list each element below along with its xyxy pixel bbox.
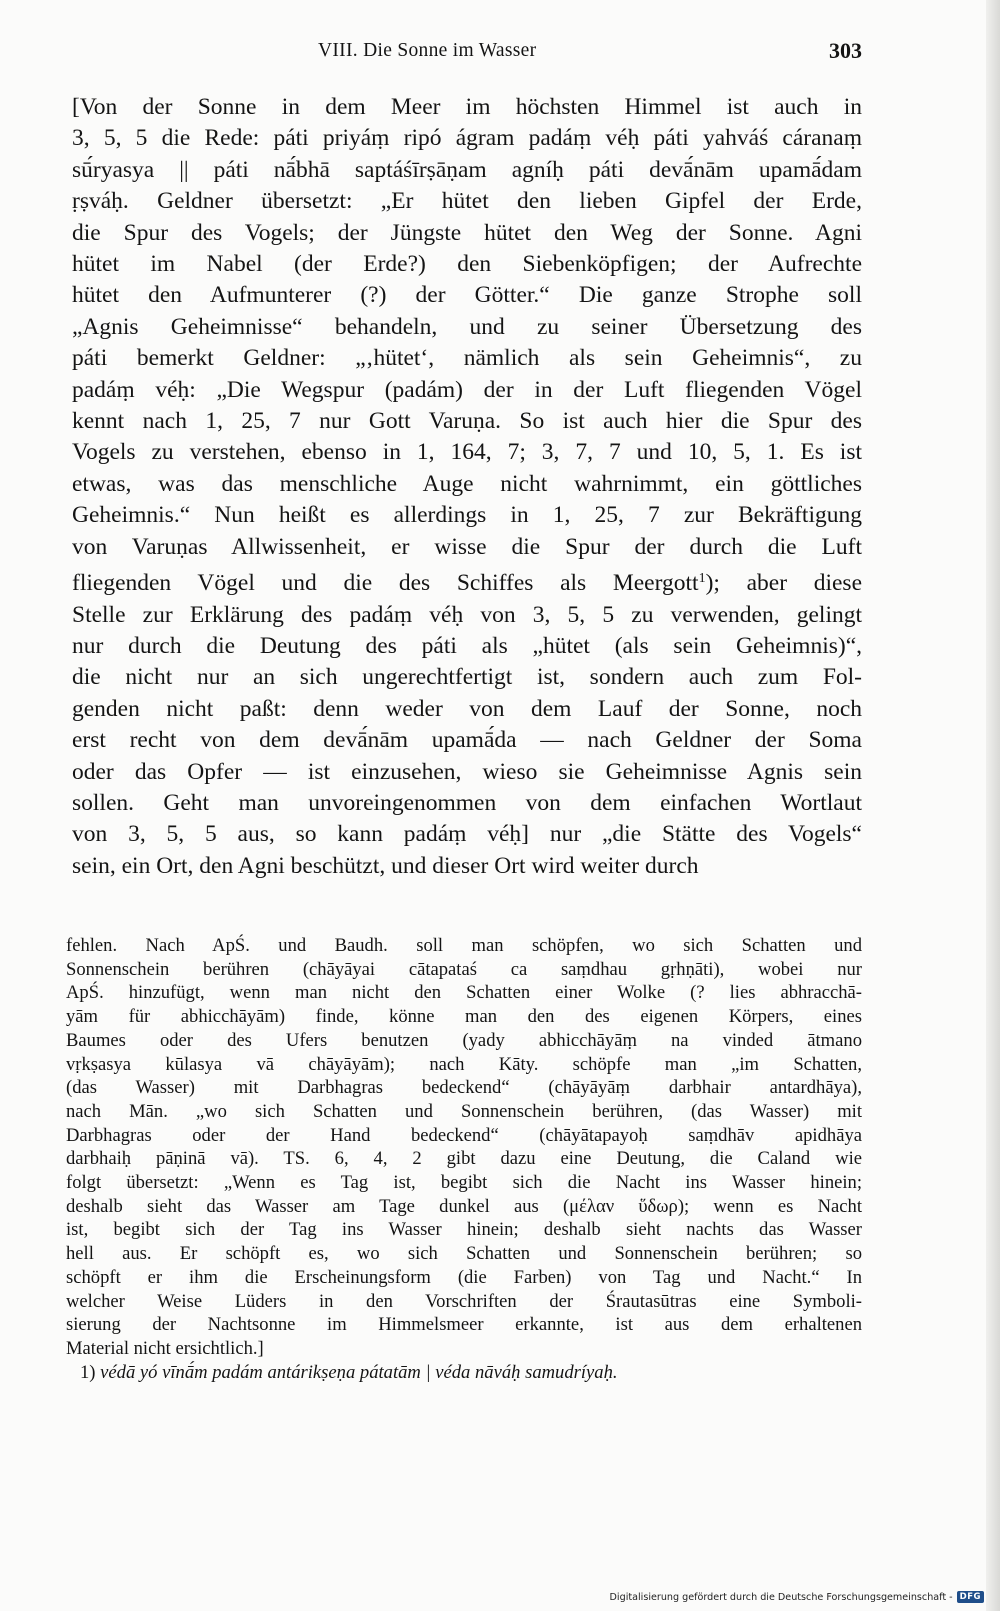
body-line: Vogels zu verstehen, ebenso in 1, 164, 7; 3, 7, 7 und 10, 5, 1. Es ist: [72, 439, 862, 466]
footnotes: [66, 934, 862, 1384]
body-line: die nicht nur an sich ungerechtfertigt ist, sondern auch zum Fol-: [72, 664, 862, 691]
body-line: Stelle zur Erklärung des padáṃ véḥ von 3, 5, 5 zu verwenden, gelingt: [72, 601, 862, 628]
body-line: [Von der Sonne in dem Meer im höchsten Himmel ist auch in: [72, 94, 862, 120]
body-line: erst recht von dem devā́nām upamā́da — nach Geldner der Soma: [72, 727, 862, 754]
footnote-reference: 1: [698, 571, 706, 587]
body-line: oder das Opfer — ist einzusehen, wieso sie Geheimnisse Agnis sein: [72, 758, 862, 785]
body-line: nur durch die Deutung des páti als „hütet (als sein Geheimnis)“,: [72, 632, 862, 659]
note-line: nach Mān. „wo sich Schatten und Sonnenschein berühren, (das Wasser) mit: [66, 1100, 862, 1122]
body-line: von 3, 5, 5 aus, so kann padáṃ véḥ] nur „die Stätte des Vogels“: [72, 821, 862, 848]
note-line: schöpft er ihm die Erscheinungsform (die Farben) von Tag und Nacht.“ In: [66, 1266, 862, 1288]
body-line: 3, 5, 5 die Rede: páti priyáṃ ripó ágram padáṃ véḥ páti yahváś cáranaṃ: [72, 125, 862, 152]
note-line: (das Wasser) mit Darbhagras bedeckend“ (chāyāyāṃ darbhair antardhāya),: [66, 1077, 862, 1099]
page-header: [0, 40, 862, 70]
note-line: ApŚ. hinzufügt, wenn man nicht den Schatten einer Wolke (? lies abhracchā-: [66, 982, 862, 1004]
body-line: ṛṣváḥ. Geldner übersetzt: „Er hütet den lieben Gipfel der Erde,: [72, 188, 862, 215]
body-line: sein, ein Ort, den Agni beschützt, und dieser Ort wird weiter durch: [72, 852, 699, 879]
footer-text: Digitalisierung gefördert durch die Deutsche Forschungsgemeinschaft -: [609, 1591, 953, 1603]
body-line: „Agnis Geheimnisse“ behandeln, und zu seiner Übersetzung des: [72, 313, 862, 340]
body-line: hütet den Aufmunterer (?) der Götter.“ Die ganze Strophe soll: [72, 282, 862, 309]
body-line: sū́ryasya || páti nā́bhā saptáśīrṣāṇam agníḥ páti devā́nām upamā́dam: [72, 156, 862, 183]
body-line: etwas, was das menschliche Auge nicht wahrnimmt, ein göttliches: [72, 470, 862, 497]
body-line-with-footnote-ref: [72, 563, 862, 599]
dfg-logo: DFG: [957, 1591, 984, 1603]
body-line: padáṃ véḥ: „Die Wegspur (padám) der in der Luft fliegenden Vögel: [72, 376, 862, 403]
body-line-tail: ); aber diese: [705, 570, 862, 597]
note-line: sierung der Nachtsonne im Himmelsmeer erkannte, ist aus dem erhaltenen: [66, 1314, 862, 1336]
note-line: welcher Weise Lüders in den Vorschriften der Śrautasūtras eine Symboli-: [66, 1290, 862, 1312]
note-line: fehlen. Nach ApŚ. und Baudh. soll man schöpfen, wo sich Schatten und: [66, 935, 862, 956]
body-line-text: fliegenden Vögel und die des Schiffes als Meergott: [72, 570, 699, 597]
note-line: Sonnenschein berühren (chāyāyai cātapataś ca saṃdhau gṛhṇāti), wobei nur: [66, 958, 862, 980]
note-line: yām für abhicchāyām) finde, könne man den des eigenen Körpers, eines: [66, 1006, 862, 1028]
note-line: folgt übersetzt: „Wenn es Tag ist, begibt sich die Nacht ins Wasser hinein;: [66, 1172, 862, 1194]
note-line: deshalb sieht das Wasser am Tage dunkel aus (μέλαν ὕδωρ); wenn es Nacht: [66, 1195, 862, 1217]
body-line: die Spur des Vogels; der Jüngste hütet den Weg der Sonne. Agni: [72, 219, 862, 246]
page-gutter-shadow: [986, 0, 1000, 1611]
note-line: ist, begibt sich der Tag ins Wasser hinein; deshalb sieht nachts das Wasser: [66, 1219, 862, 1241]
footnote-mark: 1): [80, 1361, 96, 1383]
note-line: hell aus. Er schöpft es, wo sich Schatten und Sonnenschein berühren; so: [66, 1243, 862, 1265]
body-line: hütet im Nabel (der Erde?) den Siebenköpfigen; der Aufrechte: [72, 251, 862, 278]
footnote-text: védā yó vīnā́m padám antárikṣeṇa pátatām | véda nāváḥ samudríyaḥ.: [100, 1361, 618, 1383]
footnote-1: [66, 1361, 862, 1385]
body-line: kennt nach 1, 25, 7 nur Gott Varuṇa. So ist auch hier die Spur des: [72, 408, 862, 435]
body-line: páti bemerkt Geldner: „‚hütet‘, nämlich als sein Geheimnis“, zu: [72, 345, 862, 372]
running-title: VIII. Die Sonne im Wasser: [318, 40, 537, 61]
body-line: Geheimnis.“ Nun heißt es allerdings in 1, 25, 7 zur Bekräftigung: [72, 502, 862, 529]
page-number: 303: [829, 38, 862, 63]
digitization-footer: [610, 1588, 984, 1606]
note-line: Material nicht ersichtlich.]: [66, 1337, 264, 1359]
body-line: sollen. Geht man unvoreingenommen von dem einfachen Wortlaut: [72, 789, 862, 816]
note-line: vṛkṣasya kūlasya vā chāyāyām); nach Kāty. schöpfe man „im Schatten,: [66, 1053, 862, 1075]
body-line: genden nicht paßt: denn weder von dem Lauf der Sonne, noch: [72, 695, 862, 722]
body-line: von Varuṇas Allwissenheit, er wisse die Spur der durch die Luft: [72, 533, 862, 560]
note-line: Darbhagras oder der Hand bedeckend“ (chāyātapayoḥ saṃdhāv apidhāya: [66, 1124, 862, 1146]
body-text: [72, 92, 862, 882]
note-line: darbhaiḥ pāṇinā vā). TS. 6, 4, 2 gibt dazu eine Deutung, die Caland wie: [66, 1148, 862, 1170]
note-line: Baumes oder des Ufers benutzen (yady abhicchāyāṃ na vinded ātmano: [66, 1029, 862, 1051]
